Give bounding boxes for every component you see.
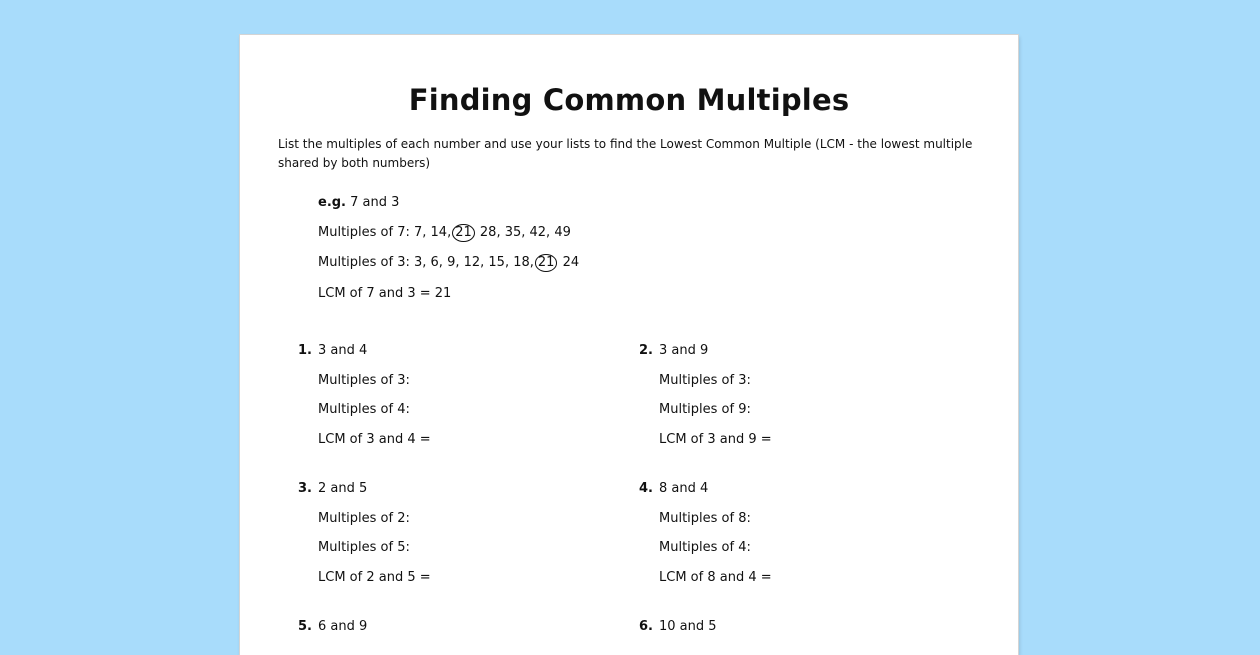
- question-number: 6.: [639, 619, 653, 634]
- question-4-lcm: LCM of 8 and 4 =: [659, 570, 772, 585]
- example-multiples-b: [318, 254, 579, 272]
- question-number: 4.: [639, 481, 653, 496]
- question-3-multiples-a: Multiples of 2:: [318, 511, 410, 526]
- question-pair: 3 and 9: [659, 343, 709, 358]
- example-label: e.g.: [318, 195, 346, 210]
- question-pair: 10 and 5: [659, 619, 717, 634]
- example-multiples-b-values: 3, 6, 9, 12, 15, 18,: [414, 255, 534, 270]
- worksheet-title: Finding Common Multiples: [408, 83, 850, 117]
- worksheet-page: [240, 35, 1018, 655]
- example-multiples-a-rest: 28, 35, 42, 49: [479, 225, 571, 240]
- example-multiples-a: [318, 224, 571, 242]
- instructions-text: List the multiples of each number and use your lists to find the Lowest Common Multiple (LCM - the lowest multiple shared by both numbers): [278, 137, 973, 170]
- question-number: 2.: [639, 343, 653, 358]
- example-multiples-a-values: 7, 14,: [414, 225, 452, 240]
- question-1-multiples-a: Multiples of 3:: [318, 373, 410, 388]
- question-3-multiples-b: Multiples of 5:: [318, 540, 410, 555]
- question-number: 1.: [298, 343, 312, 358]
- question-2-heading: [639, 342, 708, 360]
- question-1-heading: [298, 342, 367, 360]
- question-2-lcm: LCM of 3 and 9 =: [659, 432, 772, 447]
- question-3-heading: [298, 480, 367, 498]
- question-3-lcm: LCM of 2 and 5 =: [318, 570, 431, 585]
- question-4-multiples-b: Multiples of 4:: [659, 540, 751, 555]
- question-1-multiples-b: Multiples of 4:: [318, 402, 410, 417]
- question-5-heading: [298, 618, 367, 636]
- question-2-multiples-a: Multiples of 3:: [659, 373, 751, 388]
- question-1-lcm: LCM of 3 and 4 =: [318, 432, 431, 447]
- example-lcm: LCM of 7 and 3 = 21: [318, 286, 452, 301]
- question-4-multiples-a: Multiples of 8:: [659, 511, 751, 526]
- question-pair: 6 and 9: [318, 619, 368, 634]
- question-2-multiples-b: Multiples of 9:: [659, 402, 751, 417]
- question-6-heading: [639, 618, 717, 636]
- question-4-heading: [639, 480, 708, 498]
- example-multiples-b-rest: 24: [562, 255, 580, 270]
- example-multiples-a-label: Multiples of 7:: [318, 225, 410, 240]
- example-multiples-b-label: Multiples of 3:: [318, 255, 410, 270]
- example-pair: 7 and 3: [350, 195, 400, 210]
- example-heading: [318, 194, 399, 212]
- circled-common-multiple: 21: [535, 254, 558, 272]
- question-number: 5.: [298, 619, 312, 634]
- question-number: 3.: [298, 481, 312, 496]
- circled-common-multiple: 21: [452, 224, 475, 242]
- question-pair: 2 and 5: [318, 481, 368, 496]
- question-pair: 3 and 4: [318, 343, 368, 358]
- question-pair: 8 and 4: [659, 481, 709, 496]
